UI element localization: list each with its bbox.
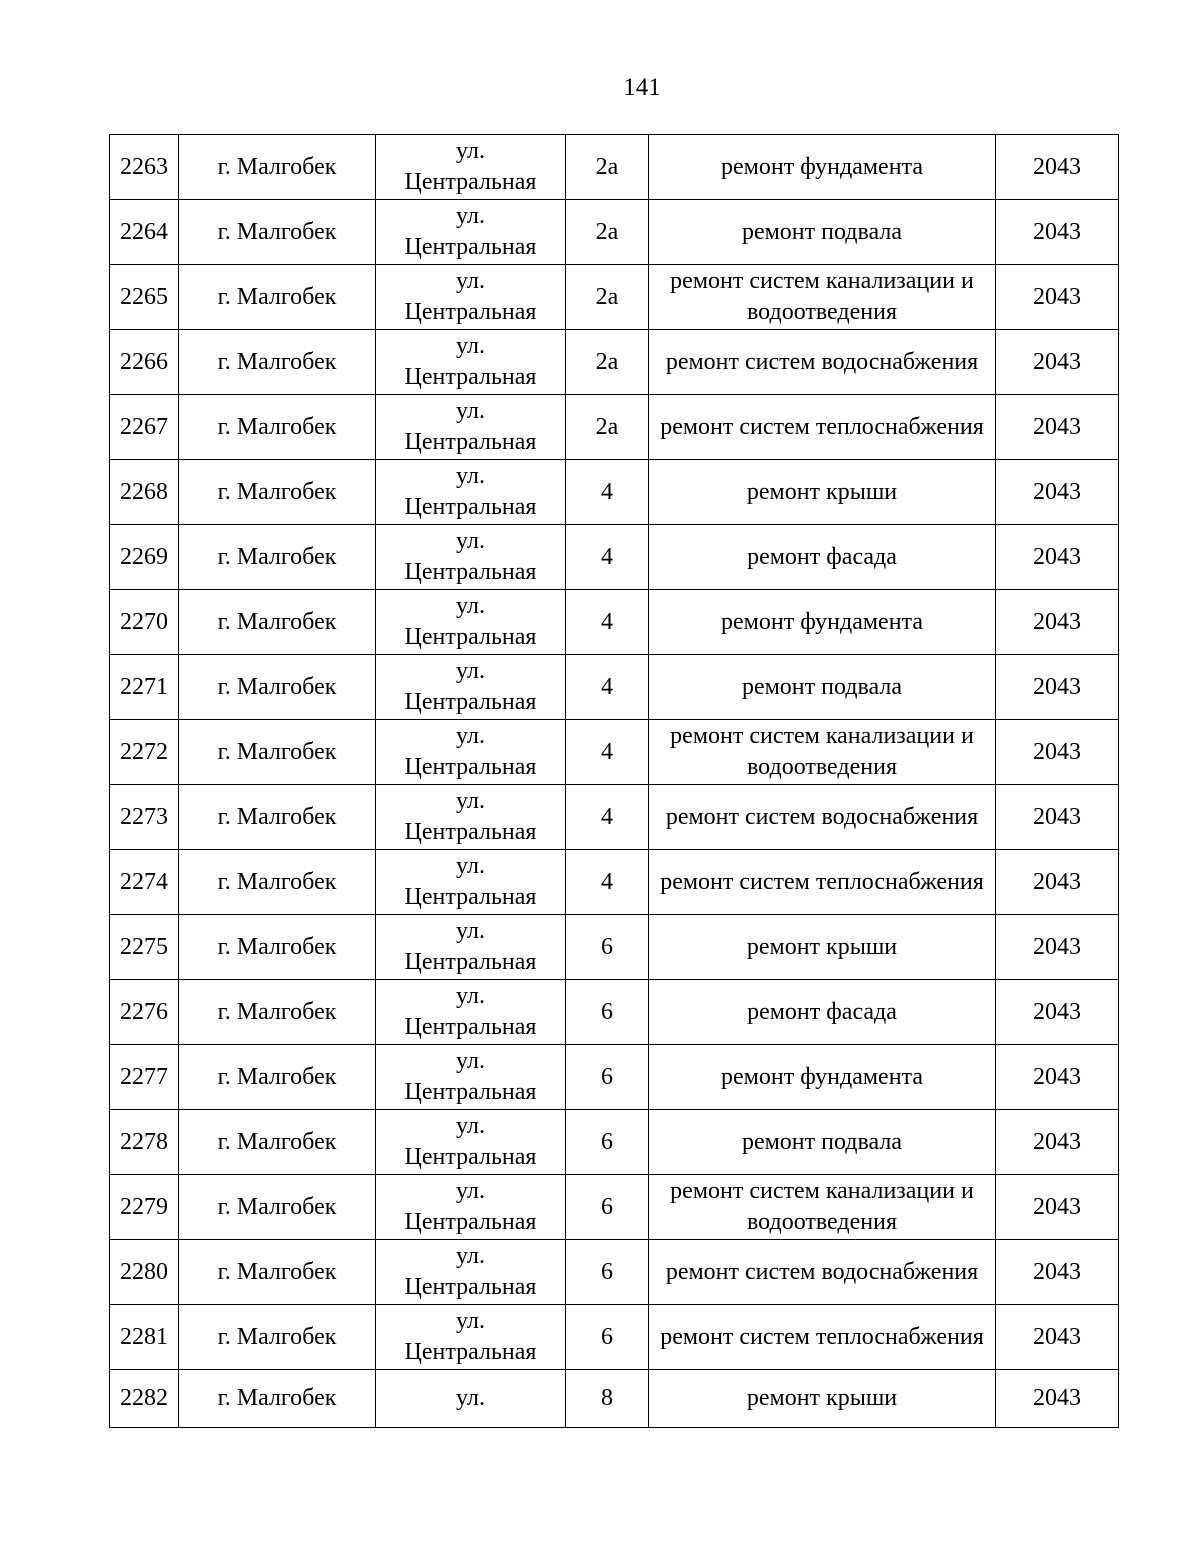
street-line: Центральная [404, 494, 537, 520]
row-number-cell: 2281 [110, 1305, 179, 1370]
table-row [110, 1175, 1119, 1240]
house-number-cell: 4 [566, 850, 649, 915]
street-line: Центральная [404, 1144, 537, 1170]
work-type-cell: ремонт систем водоснабжения [649, 330, 996, 395]
street-line: Центральная [404, 1339, 537, 1365]
city-cell: г. Малгобек [179, 1045, 376, 1110]
house-number-cell: 2а [566, 395, 649, 460]
house-number-cell: 6 [566, 1045, 649, 1110]
table-row [110, 135, 1119, 200]
street-line: ул. [456, 593, 485, 619]
city-cell: г. Малгобек [179, 1110, 376, 1175]
street-line: Центральная [404, 1274, 537, 1300]
row-number-cell: 2265 [110, 265, 179, 330]
work-type-cell: ремонт фасада [649, 980, 996, 1045]
year-cell: 2043 [996, 590, 1119, 655]
row-number-cell: 2263 [110, 135, 179, 200]
table-row [110, 1240, 1119, 1305]
work-type-cell: ремонт крыши [649, 1370, 996, 1428]
house-number-cell: 6 [566, 1175, 649, 1240]
year-cell: 2043 [996, 1175, 1119, 1240]
house-number-cell: 6 [566, 1305, 649, 1370]
row-number-cell: 2270 [110, 590, 179, 655]
work-type-cell: ремонт систем канализации и водоотведения [649, 265, 996, 330]
work-type-cell: ремонт подвала [649, 655, 996, 720]
house-number-cell: 4 [566, 655, 649, 720]
year-cell: 2043 [996, 915, 1119, 980]
page-number: 141 [623, 74, 661, 101]
street-cell [376, 850, 566, 915]
year-cell: 2043 [996, 200, 1119, 265]
street-cell [376, 460, 566, 525]
street-line: Центральная [404, 1079, 537, 1105]
street-line: Центральная [404, 169, 537, 195]
city-cell: г. Малгобек [179, 395, 376, 460]
street-line: Центральная [404, 364, 537, 390]
street-line: Центральная [404, 559, 537, 585]
row-number-cell: 2274 [110, 850, 179, 915]
city-cell: г. Малгобек [179, 135, 376, 200]
street-line: Центральная [404, 1209, 537, 1235]
work-type-cell: ремонт крыши [649, 915, 996, 980]
street-line: ул. [456, 1385, 485, 1411]
row-number-cell: 2271 [110, 655, 179, 720]
city-cell: г. Малгобек [179, 1175, 376, 1240]
city-cell: г. Малгобек [179, 1240, 376, 1305]
row-number-cell: 2267 [110, 395, 179, 460]
table-row [110, 200, 1119, 265]
house-number-cell: 4 [566, 525, 649, 590]
street-cell [376, 1175, 566, 1240]
street-line: ул. [456, 658, 485, 684]
row-number-cell: 2264 [110, 200, 179, 265]
street-cell [376, 1305, 566, 1370]
work-type-cell: ремонт подвала [649, 200, 996, 265]
row-number-cell: 2277 [110, 1045, 179, 1110]
table-row [110, 1045, 1119, 1110]
street-line: Центральная [404, 1014, 537, 1040]
street-line: ул. [456, 268, 485, 294]
table-row [110, 330, 1119, 395]
street-cell [376, 525, 566, 590]
street-cell [376, 265, 566, 330]
street-line: ул. [456, 918, 485, 944]
year-cell: 2043 [996, 395, 1119, 460]
table-row [110, 655, 1119, 720]
street-cell [376, 720, 566, 785]
street-cell [376, 655, 566, 720]
table-row [110, 1305, 1119, 1370]
work-type-cell: ремонт крыши [649, 460, 996, 525]
work-type-cell: ремонт фундамента [649, 135, 996, 200]
street-cell [376, 395, 566, 460]
work-type-cell: ремонт систем теплоснабжения [649, 395, 996, 460]
table-row [110, 785, 1119, 850]
street-line: Центральная [404, 689, 537, 715]
table-row [110, 590, 1119, 655]
work-type-cell: ремонт систем водоснабжения [649, 785, 996, 850]
work-type-cell: ремонт систем теплоснабжения [649, 850, 996, 915]
street-line: Центральная [404, 234, 537, 260]
street-cell [376, 590, 566, 655]
work-type-cell: ремонт систем канализации и водоотведения [649, 720, 996, 785]
row-number-cell: 2282 [110, 1370, 179, 1428]
street-line: ул. [456, 138, 485, 164]
table-row [110, 1110, 1119, 1175]
street-cell [376, 980, 566, 1045]
table-row [110, 915, 1119, 980]
year-cell: 2043 [996, 460, 1119, 525]
street-cell [376, 785, 566, 850]
street-line: ул. [456, 203, 485, 229]
repair-schedule-table [109, 134, 1119, 1428]
table-row [110, 720, 1119, 785]
city-cell: г. Малгобек [179, 1305, 376, 1370]
work-type-cell: ремонт систем водоснабжения [649, 1240, 996, 1305]
street-line: Центральная [404, 949, 537, 975]
year-cell: 2043 [996, 135, 1119, 200]
house-number-cell: 6 [566, 1110, 649, 1175]
street-line: ул. [456, 1308, 485, 1334]
work-type-cell: ремонт фасада [649, 525, 996, 590]
house-number-cell: 2а [566, 265, 649, 330]
table-body [110, 135, 1119, 1428]
street-cell [376, 1240, 566, 1305]
city-cell: г. Малгобек [179, 460, 376, 525]
street-line: Центральная [404, 819, 537, 845]
row-number-cell: 2275 [110, 915, 179, 980]
city-cell: г. Малгобек [179, 330, 376, 395]
street-line: ул. [456, 463, 485, 489]
street-line: ул. [456, 1113, 485, 1139]
row-number-cell: 2279 [110, 1175, 179, 1240]
street-line: Центральная [404, 624, 537, 650]
house-number-cell: 8 [566, 1370, 649, 1428]
street-line: ул. [456, 983, 485, 1009]
street-line: ул. [456, 398, 485, 424]
table-row [110, 525, 1119, 590]
city-cell: г. Малгобек [179, 655, 376, 720]
work-type-cell: ремонт фундамента [649, 590, 996, 655]
house-number-cell: 4 [566, 460, 649, 525]
street-line: ул. [456, 1178, 485, 1204]
table-row [110, 850, 1119, 915]
house-number-cell: 6 [566, 915, 649, 980]
house-number-cell: 6 [566, 980, 649, 1045]
row-number-cell: 2278 [110, 1110, 179, 1175]
year-cell: 2043 [996, 525, 1119, 590]
year-cell: 2043 [996, 265, 1119, 330]
row-number-cell: 2276 [110, 980, 179, 1045]
street-cell [376, 1370, 566, 1428]
table-row [110, 1370, 1119, 1428]
year-cell: 2043 [996, 1305, 1119, 1370]
city-cell: г. Малгобек [179, 915, 376, 980]
street-line: Центральная [404, 299, 537, 325]
house-number-cell: 4 [566, 720, 649, 785]
row-number-cell: 2266 [110, 330, 179, 395]
house-number-cell: 2а [566, 330, 649, 395]
year-cell: 2043 [996, 330, 1119, 395]
year-cell: 2043 [996, 1370, 1119, 1428]
row-number-cell: 2280 [110, 1240, 179, 1305]
work-type-cell: ремонт систем канализации и водоотведения [649, 1175, 996, 1240]
street-line: Центральная [404, 884, 537, 910]
street-cell [376, 1045, 566, 1110]
year-cell: 2043 [996, 1110, 1119, 1175]
city-cell: г. Малгобек [179, 785, 376, 850]
street-line: Центральная [404, 429, 537, 455]
year-cell: 2043 [996, 720, 1119, 785]
city-cell: г. Малгобек [179, 525, 376, 590]
street-cell [376, 1110, 566, 1175]
street-cell [376, 915, 566, 980]
house-number-cell: 2а [566, 200, 649, 265]
year-cell: 2043 [996, 655, 1119, 720]
work-type-cell: ремонт подвала [649, 1110, 996, 1175]
street-cell [376, 200, 566, 265]
city-cell: г. Малгобек [179, 1370, 376, 1428]
row-number-cell: 2272 [110, 720, 179, 785]
year-cell: 2043 [996, 980, 1119, 1045]
street-line: Центральная [404, 754, 537, 780]
street-line: ул. [456, 333, 485, 359]
table-row [110, 460, 1119, 525]
house-number-cell: 4 [566, 785, 649, 850]
city-cell: г. Малгобек [179, 200, 376, 265]
work-type-cell: ремонт фундамента [649, 1045, 996, 1110]
table-row [110, 395, 1119, 460]
street-line: ул. [456, 788, 485, 814]
work-type-cell: ремонт систем теплоснабжения [649, 1305, 996, 1370]
house-number-cell: 2а [566, 135, 649, 200]
table-row [110, 980, 1119, 1045]
year-cell: 2043 [996, 1045, 1119, 1110]
year-cell: 2043 [996, 1240, 1119, 1305]
year-cell: 2043 [996, 785, 1119, 850]
city-cell: г. Малгобек [179, 265, 376, 330]
city-cell: г. Малгобек [179, 980, 376, 1045]
street-line: ул. [456, 853, 485, 879]
year-cell: 2043 [996, 850, 1119, 915]
row-number-cell: 2268 [110, 460, 179, 525]
house-number-cell: 4 [566, 590, 649, 655]
house-number-cell: 6 [566, 1240, 649, 1305]
street-line: ул. [456, 1243, 485, 1269]
row-number-cell: 2273 [110, 785, 179, 850]
city-cell: г. Малгобек [179, 590, 376, 655]
street-line: ул. [456, 723, 485, 749]
street-line: ул. [456, 1048, 485, 1074]
city-cell: г. Малгобек [179, 720, 376, 785]
street-line: ул. [456, 528, 485, 554]
table-row [110, 265, 1119, 330]
street-cell [376, 330, 566, 395]
row-number-cell: 2269 [110, 525, 179, 590]
city-cell: г. Малгобек [179, 850, 376, 915]
street-cell [376, 135, 566, 200]
